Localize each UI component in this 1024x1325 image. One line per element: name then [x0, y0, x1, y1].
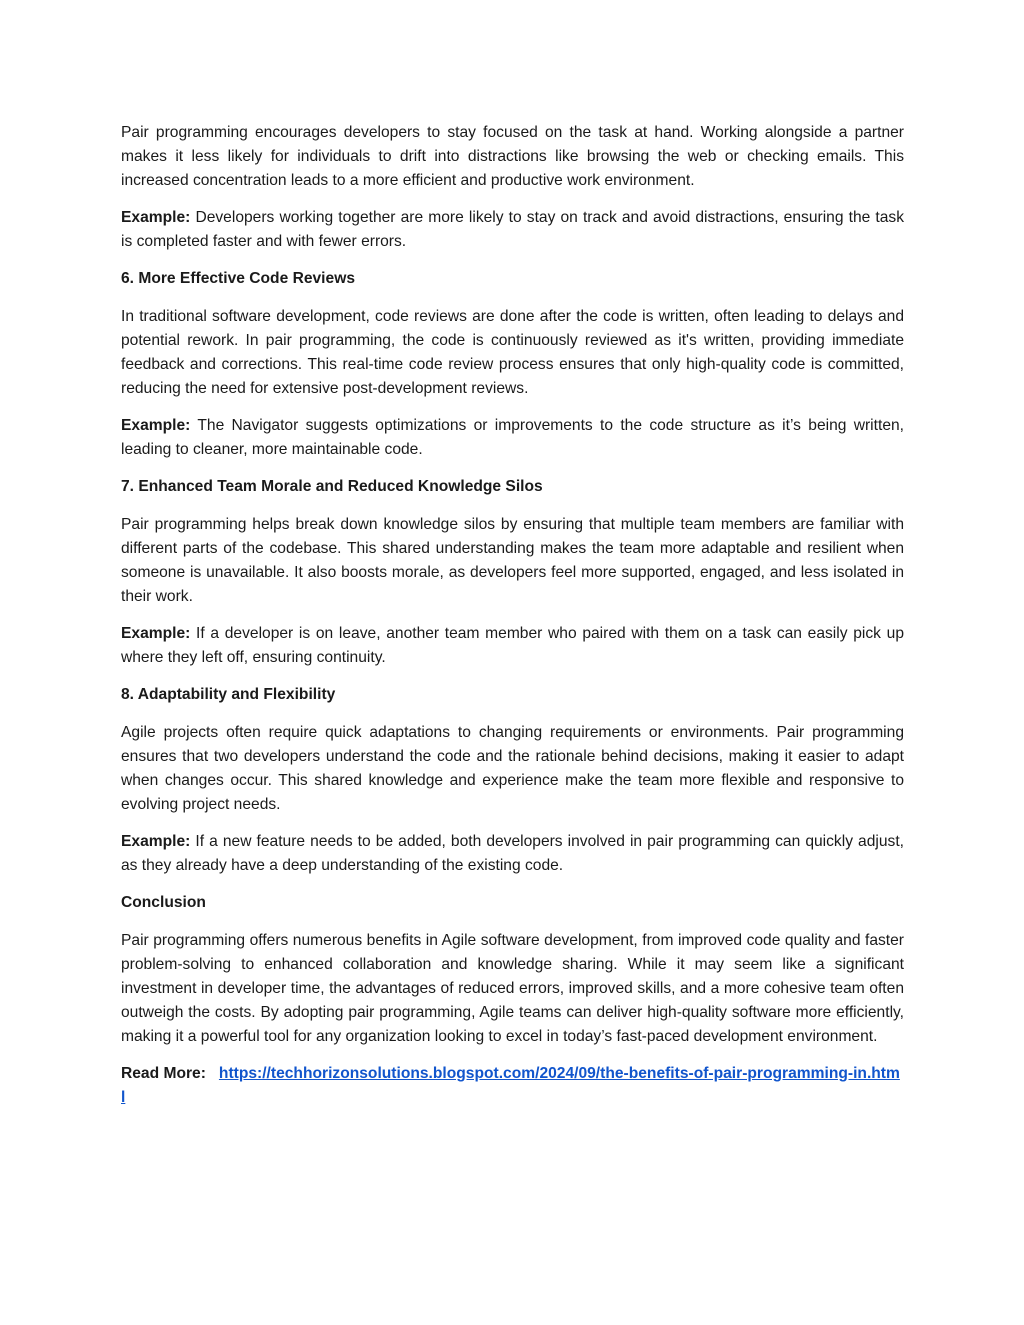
section-heading-adaptability: 8. Adaptability and Flexibility: [121, 686, 336, 703]
example-paragraph-adaptability: [121, 830, 904, 878]
example-paragraph-focus: [121, 206, 904, 254]
document-page: [121, 121, 904, 1123]
example-label: Example:: [121, 417, 191, 434]
section-heading-team-morale: 7. Enhanced Team Morale and Reduced Knowledge Silos: [121, 478, 543, 495]
read-more-link[interactable]: https://techhorizonsolutions.blogspot.com/2024/09/the-benefits-of-pair-programming-in.html: [121, 1065, 900, 1106]
example-paragraph-code-reviews: [121, 414, 904, 462]
example-text: The Navigator suggests optimizations or improvements to the code structure as it’s being written, leading to cleaner, more maintainable code.: [121, 417, 904, 458]
read-more-line: [121, 1062, 904, 1110]
conclusion-paragraph: Pair programming offers numerous benefits in Agile software development, from improved code quality and faster problem-solving to enhanced collaboration and knowledge sharing. While it may seem like a significant investment in developer time, the advantages of reduced errors, improved skills, and a more cohesive team often outweigh the costs. By adopting pair programming, Agile teams can deliver high-quality software more efficiently, making it a powerful tool for any organization looking to excel in today’s fast-paced development environment.: [121, 932, 904, 1045]
example-label: Example:: [121, 833, 191, 850]
example-text: If a developer is on leave, another team member who paired with them on a task can easily pick up where they left off, ensuring continuity.: [121, 625, 904, 666]
adaptability-paragraph: Agile projects often require quick adaptations to changing requirements or environments. Pair programming ensures that two developers understand the code and the rationale behind decisions, making it easier to adapt when changes occur. This shared knowledge and experience make the team more flexible and responsive to evolving project needs.: [121, 724, 904, 813]
section-heading-code-reviews: 6. More Effective Code Reviews: [121, 270, 355, 287]
team-morale-paragraph: Pair programming helps break down knowledge silos by ensuring that multiple team members are familiar with different parts of the codebase. This shared understanding makes the team more adaptable and resilient when someone is unavailable. It also boosts morale, as developers feel more supported, engaged, and less isolated in their work.: [121, 516, 904, 605]
code-reviews-paragraph: In traditional software development, code reviews are done after the code is written, often leading to delays and potential rework. In pair programming, the code is continuously reviewed as it's written, providing immediate feedback and corrections. This real-time code review process ensures that only high-quality code is committed, reducing the need for extensive post-development reviews.: [121, 308, 904, 397]
intro-paragraph: Pair programming encourages developers to stay focused on the task at hand. Working alongside a partner makes it less likely for individuals to drift into distractions like browsing the web or checking emails. This increased concentration leads to a more efficient and productive work environment.: [121, 124, 904, 189]
example-paragraph-team-morale: [121, 622, 904, 670]
read-more-label: Read More:: [121, 1065, 206, 1082]
example-text: If a new feature needs to be added, both developers involved in pair programming can quickly adjust, as they already have a deep understanding of the existing code.: [121, 833, 904, 874]
section-heading-conclusion: Conclusion: [121, 894, 206, 911]
example-label: Example:: [121, 209, 191, 226]
example-label: Example:: [121, 625, 191, 642]
example-text: Developers working together are more likely to stay on track and avoid distractions, ensuring the task is completed faster and with fewer errors.: [121, 209, 904, 250]
